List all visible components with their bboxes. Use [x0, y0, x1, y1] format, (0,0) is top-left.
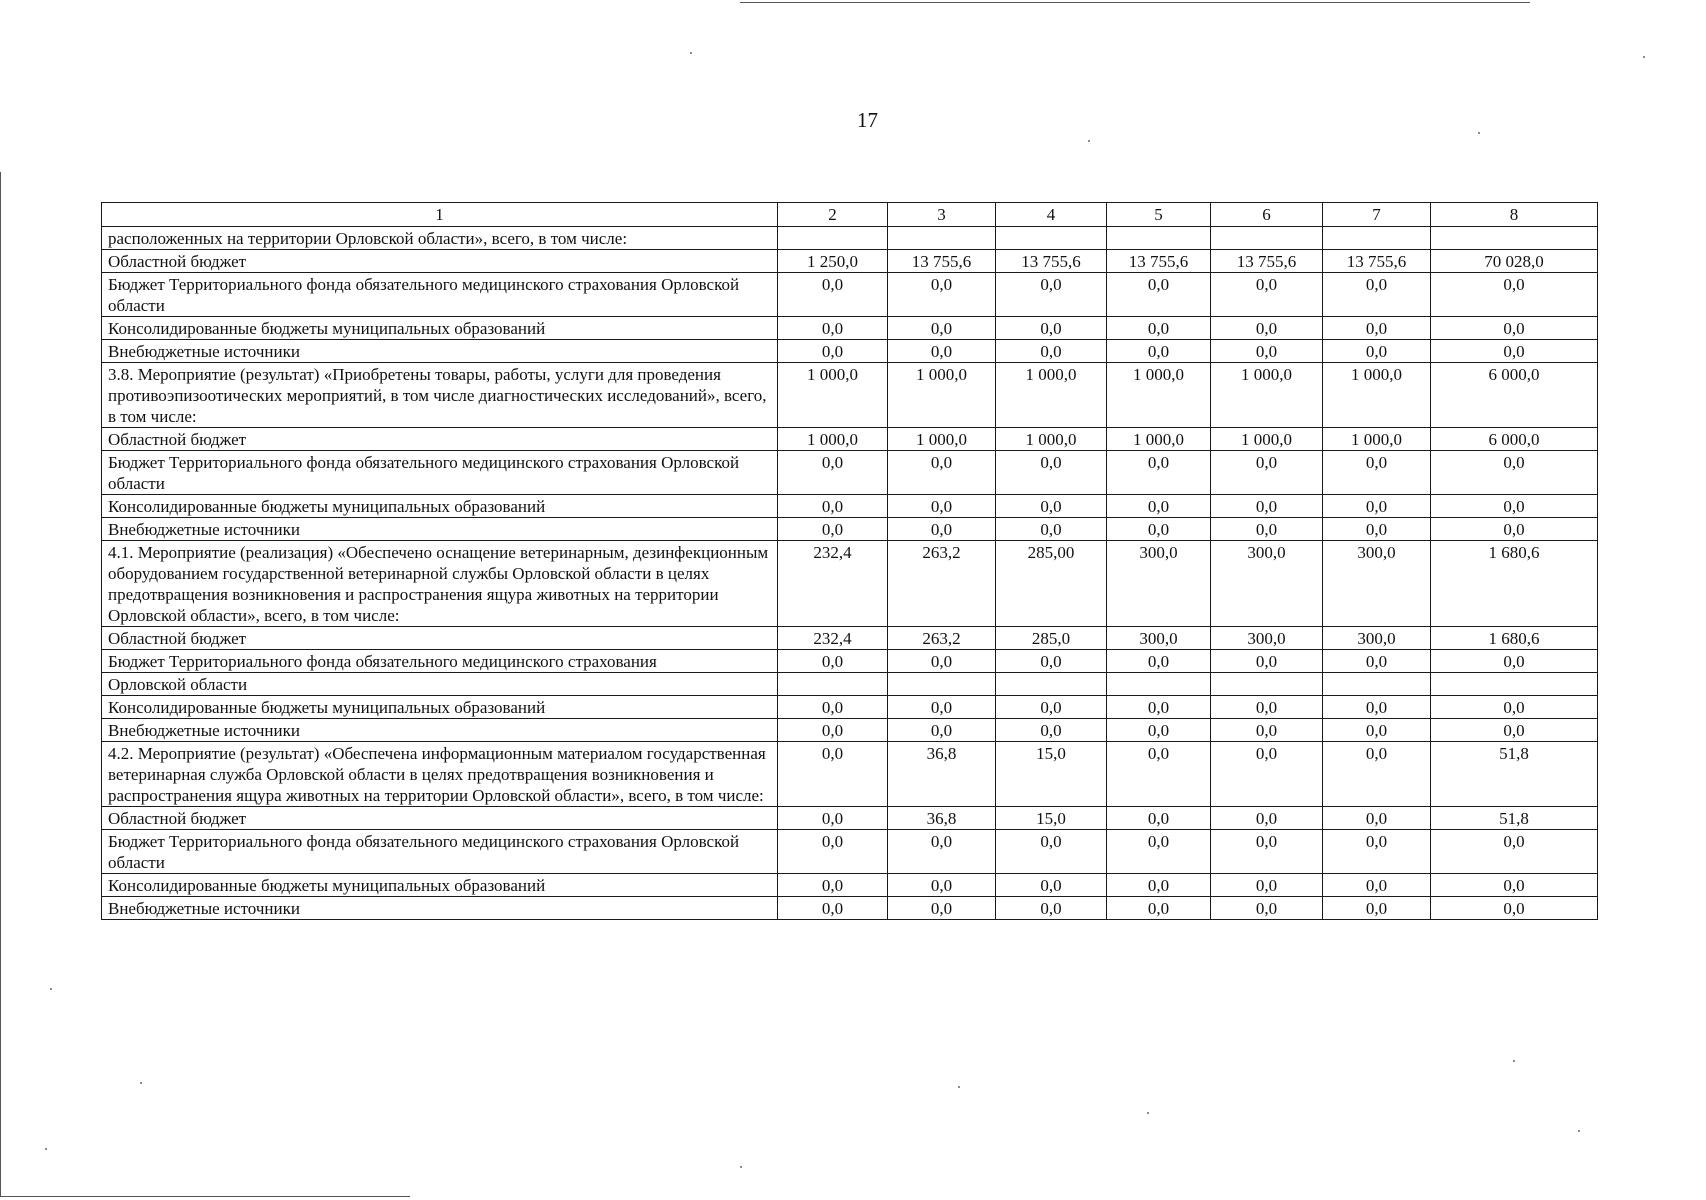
value-cell: 36,8 — [888, 807, 996, 830]
value-cell: 0,0 — [1323, 273, 1431, 317]
table-row — [102, 250, 1598, 273]
page-number: 17 — [857, 108, 878, 132]
value-cell — [1211, 227, 1323, 250]
table-header-row — [102, 203, 1598, 227]
header-cell: 8 — [1431, 203, 1598, 227]
value-cell: 1 000,0 — [1107, 428, 1211, 451]
row-description: Внебюджетные источники — [102, 897, 778, 920]
value-cell: 0,0 — [888, 830, 996, 874]
table-row — [102, 518, 1598, 541]
value-cell: 0,0 — [996, 340, 1107, 363]
value-cell — [778, 673, 888, 696]
value-cell: 15,0 — [996, 742, 1107, 807]
value-cell: 0,0 — [1211, 518, 1323, 541]
value-cell: 0,0 — [778, 830, 888, 874]
value-cell: 0,0 — [1431, 495, 1598, 518]
value-cell: 0,0 — [778, 273, 888, 317]
scan-speck — [140, 1082, 142, 1084]
value-cell: 1 000,0 — [778, 363, 888, 428]
header-cell: 4 — [996, 203, 1107, 227]
scan-line-top — [740, 2, 1530, 3]
value-cell: 0,0 — [888, 897, 996, 920]
value-cell — [888, 227, 996, 250]
value-cell: 0,0 — [1107, 317, 1211, 340]
row-description: Консолидированные бюджеты муниципальных образований — [102, 317, 778, 340]
value-cell — [1323, 227, 1431, 250]
value-cell: 0,0 — [888, 518, 996, 541]
scan-speck — [1578, 1130, 1580, 1132]
value-cell: 0,0 — [1211, 340, 1323, 363]
value-cell: 0,0 — [1211, 273, 1323, 317]
value-cell: 0,0 — [1211, 807, 1323, 830]
value-cell: 0,0 — [1107, 340, 1211, 363]
row-description: Внебюджетные источники — [102, 719, 778, 742]
value-cell: 0,0 — [1211, 451, 1323, 495]
row-description: Внебюджетные источники — [102, 340, 778, 363]
value-cell: 0,0 — [1431, 273, 1598, 317]
value-cell: 0,0 — [1431, 897, 1598, 920]
value-cell: 0,0 — [1431, 830, 1598, 874]
value-cell: 0,0 — [1107, 273, 1211, 317]
value-cell: 232,4 — [778, 541, 888, 627]
row-description: Областной бюджет — [102, 250, 778, 273]
table-row — [102, 273, 1598, 317]
value-cell: 0,0 — [1323, 495, 1431, 518]
value-cell: 0,0 — [778, 719, 888, 742]
value-cell: 300,0 — [1211, 541, 1323, 627]
value-cell: 0,0 — [888, 495, 996, 518]
scan-speck — [1513, 1060, 1515, 1062]
value-cell — [1211, 673, 1323, 696]
header-cell: 5 — [1107, 203, 1211, 227]
value-cell: 0,0 — [1107, 874, 1211, 897]
value-cell: 285,0 — [996, 627, 1107, 650]
value-cell: 0,0 — [996, 451, 1107, 495]
value-cell: 0,0 — [1211, 495, 1323, 518]
value-cell: 263,2 — [888, 541, 996, 627]
table-row — [102, 742, 1598, 807]
row-description: 4.2. Мероприятие (результат) «Обеспечена информационным материалом государственная ветеринарная служба Орловской области в целях предотвращения возникновения и распространения ящура животных на территории Орловской области», всего, в том числе: — [102, 742, 778, 807]
value-cell: 0,0 — [1211, 696, 1323, 719]
value-cell — [888, 673, 996, 696]
table-row — [102, 227, 1598, 250]
value-cell: 0,0 — [778, 518, 888, 541]
value-cell: 0,0 — [1323, 830, 1431, 874]
value-cell: 0,0 — [1107, 897, 1211, 920]
header-cell: 2 — [778, 203, 888, 227]
value-cell: 13 755,6 — [996, 250, 1107, 273]
value-cell: 0,0 — [888, 719, 996, 742]
value-cell: 0,0 — [1211, 317, 1323, 340]
value-cell: 0,0 — [996, 830, 1107, 874]
value-cell: 51,8 — [1431, 807, 1598, 830]
table-row — [102, 627, 1598, 650]
value-cell: 232,4 — [778, 627, 888, 650]
value-cell: 0,0 — [996, 495, 1107, 518]
table-row — [102, 317, 1598, 340]
scan-speck — [1147, 1112, 1149, 1114]
value-cell: 1 000,0 — [1323, 428, 1431, 451]
value-cell: 0,0 — [1431, 518, 1598, 541]
scan-speck — [45, 1148, 47, 1150]
value-cell: 0,0 — [996, 874, 1107, 897]
value-cell: 0,0 — [1323, 807, 1431, 830]
header-cell: 6 — [1211, 203, 1323, 227]
value-cell: 300,0 — [1323, 627, 1431, 650]
value-cell — [1431, 673, 1598, 696]
header-cell: 3 — [888, 203, 996, 227]
value-cell: 0,0 — [996, 696, 1107, 719]
budget-table — [101, 202, 1598, 920]
value-cell: 0,0 — [1431, 719, 1598, 742]
value-cell: 0,0 — [888, 273, 996, 317]
value-cell: 0,0 — [996, 518, 1107, 541]
value-cell: 1 000,0 — [778, 428, 888, 451]
value-cell: 0,0 — [1323, 650, 1431, 673]
value-cell: 0,0 — [996, 273, 1107, 317]
value-cell: 0,0 — [1107, 830, 1211, 874]
value-cell: 0,0 — [778, 340, 888, 363]
value-cell: 0,0 — [778, 696, 888, 719]
value-cell: 0,0 — [1323, 340, 1431, 363]
table-row — [102, 428, 1598, 451]
value-cell — [996, 227, 1107, 250]
row-description: Консолидированные бюджеты муниципальных образований — [102, 874, 778, 897]
value-cell: 0,0 — [888, 340, 996, 363]
value-cell: 0,0 — [778, 807, 888, 830]
row-description: 4.1. Мероприятие (реализация) «Обеспечено оснащение ветеринарным, дезинфекционным оборудованием государственной ветеринарной службы Орловской области в целях предотвращения возникновения и распространения ящура животных на территории Орловской области», всего, в том числе: — [102, 541, 778, 627]
table-row — [102, 830, 1598, 874]
value-cell: 0,0 — [1323, 696, 1431, 719]
table-row — [102, 495, 1598, 518]
value-cell: 0,0 — [1107, 650, 1211, 673]
scan-line-left — [0, 172, 1, 1196]
value-cell: 0,0 — [778, 742, 888, 807]
value-cell: 0,0 — [888, 874, 996, 897]
value-cell: 0,0 — [888, 317, 996, 340]
row-description: Орловской области — [102, 673, 778, 696]
value-cell: 0,0 — [778, 317, 888, 340]
value-cell: 0,0 — [1107, 495, 1211, 518]
table-row — [102, 451, 1598, 495]
value-cell: 0,0 — [1431, 650, 1598, 673]
value-cell: 1 000,0 — [1211, 363, 1323, 428]
value-cell: 0,0 — [1211, 650, 1323, 673]
value-cell: 1 000,0 — [1107, 363, 1211, 428]
scan-speck — [1478, 132, 1480, 134]
value-cell: 70 028,0 — [1431, 250, 1598, 273]
value-cell: 300,0 — [1211, 627, 1323, 650]
header-cell: 7 — [1323, 203, 1431, 227]
value-cell: 300,0 — [1107, 541, 1211, 627]
table-row — [102, 673, 1598, 696]
value-cell: 51,8 — [1431, 742, 1598, 807]
value-cell: 0,0 — [1211, 719, 1323, 742]
row-description: Областной бюджет — [102, 807, 778, 830]
value-cell: 0,0 — [778, 897, 888, 920]
value-cell: 0,0 — [1323, 451, 1431, 495]
row-description: Бюджет Территориального фонда обязательного медицинского страхования Орловской области — [102, 273, 778, 317]
value-cell: 0,0 — [1323, 719, 1431, 742]
value-cell: 1 000,0 — [888, 363, 996, 428]
value-cell: 1 000,0 — [996, 428, 1107, 451]
value-cell: 0,0 — [996, 897, 1107, 920]
table-row — [102, 696, 1598, 719]
value-cell: 0,0 — [1107, 451, 1211, 495]
row-description: Консолидированные бюджеты муниципальных образований — [102, 696, 778, 719]
value-cell: 0,0 — [1107, 518, 1211, 541]
value-cell: 13 755,6 — [1107, 250, 1211, 273]
value-cell: 0,0 — [1323, 317, 1431, 340]
value-cell: 1 000,0 — [1211, 428, 1323, 451]
value-cell: 0,0 — [888, 650, 996, 673]
value-cell — [1323, 673, 1431, 696]
value-cell: 0,0 — [778, 451, 888, 495]
scan-speck — [1088, 140, 1090, 142]
value-cell — [996, 673, 1107, 696]
header-cell: 1 — [102, 203, 778, 227]
value-cell: 36,8 — [888, 742, 996, 807]
value-cell: 6 000,0 — [1431, 363, 1598, 428]
row-description: расположенных на территории Орловской области», всего, в том числе: — [102, 227, 778, 250]
table-row — [102, 650, 1598, 673]
value-cell: 285,00 — [996, 541, 1107, 627]
value-cell: 1 000,0 — [888, 428, 996, 451]
value-cell: 1 250,0 — [778, 250, 888, 273]
value-cell: 0,0 — [1323, 897, 1431, 920]
scan-speck — [1643, 56, 1645, 58]
value-cell: 1 000,0 — [1323, 363, 1431, 428]
value-cell: 0,0 — [778, 650, 888, 673]
table-row — [102, 874, 1598, 897]
value-cell: 15,0 — [996, 807, 1107, 830]
table-row — [102, 719, 1598, 742]
value-cell: 0,0 — [996, 317, 1107, 340]
value-cell: 0,0 — [778, 874, 888, 897]
value-cell — [1431, 227, 1598, 250]
value-cell — [1107, 227, 1211, 250]
value-cell: 0,0 — [778, 495, 888, 518]
value-cell: 0,0 — [1211, 897, 1323, 920]
table-row — [102, 897, 1598, 920]
value-cell: 0,0 — [888, 696, 996, 719]
value-cell: 6 000,0 — [1431, 428, 1598, 451]
value-cell: 0,0 — [996, 719, 1107, 742]
value-cell: 0,0 — [1107, 807, 1211, 830]
value-cell: 0,0 — [1107, 696, 1211, 719]
scan-speck — [50, 988, 52, 990]
row-description: Бюджет Территориального фонда обязательного медицинского страхования Орловской области — [102, 830, 778, 874]
value-cell: 0,0 — [1107, 719, 1211, 742]
row-description: Областной бюджет — [102, 428, 778, 451]
scan-speck — [740, 1166, 742, 1168]
value-cell: 0,0 — [1323, 518, 1431, 541]
row-description: Бюджет Территориального фонда обязательного медицинского страхования — [102, 650, 778, 673]
scan-line-bottom — [0, 1196, 410, 1197]
value-cell: 0,0 — [1323, 742, 1431, 807]
value-cell: 0,0 — [1431, 317, 1598, 340]
table-row — [102, 807, 1598, 830]
table-row — [102, 541, 1598, 627]
row-description: Областной бюджет — [102, 627, 778, 650]
row-description: 3.8. Мероприятие (результат) «Приобретены товары, работы, услуги для проведения противоэпизоотических мероприятий, в том числе диагностических исследований», всего, в том числе: — [102, 363, 778, 428]
value-cell: 0,0 — [1323, 874, 1431, 897]
table-body — [102, 203, 1598, 920]
value-cell: 13 755,6 — [888, 250, 996, 273]
value-cell: 0,0 — [1211, 874, 1323, 897]
value-cell: 0,0 — [1211, 830, 1323, 874]
value-cell: 300,0 — [1107, 627, 1211, 650]
value-cell: 0,0 — [888, 451, 996, 495]
value-cell: 0,0 — [996, 650, 1107, 673]
value-cell: 13 755,6 — [1211, 250, 1323, 273]
value-cell — [1107, 673, 1211, 696]
value-cell: 13 755,6 — [1323, 250, 1431, 273]
value-cell: 1 680,6 — [1431, 627, 1598, 650]
row-description: Консолидированные бюджеты муниципальных образований — [102, 495, 778, 518]
value-cell: 263,2 — [888, 627, 996, 650]
value-cell — [778, 227, 888, 250]
value-cell: 0,0 — [1431, 340, 1598, 363]
table-row — [102, 340, 1598, 363]
value-cell: 1 000,0 — [996, 363, 1107, 428]
row-description: Бюджет Территориального фонда обязательного медицинского страхования Орловской области — [102, 451, 778, 495]
table-row — [102, 363, 1598, 428]
scan-speck — [690, 52, 692, 54]
value-cell: 300,0 — [1323, 541, 1431, 627]
row-description: Внебюджетные источники — [102, 518, 778, 541]
value-cell: 1 680,6 — [1431, 541, 1598, 627]
value-cell: 0,0 — [1431, 451, 1598, 495]
value-cell: 0,0 — [1211, 742, 1323, 807]
value-cell: 0,0 — [1107, 742, 1211, 807]
value-cell: 0,0 — [1431, 874, 1598, 897]
value-cell: 0,0 — [1431, 696, 1598, 719]
scan-speck — [958, 1086, 960, 1088]
